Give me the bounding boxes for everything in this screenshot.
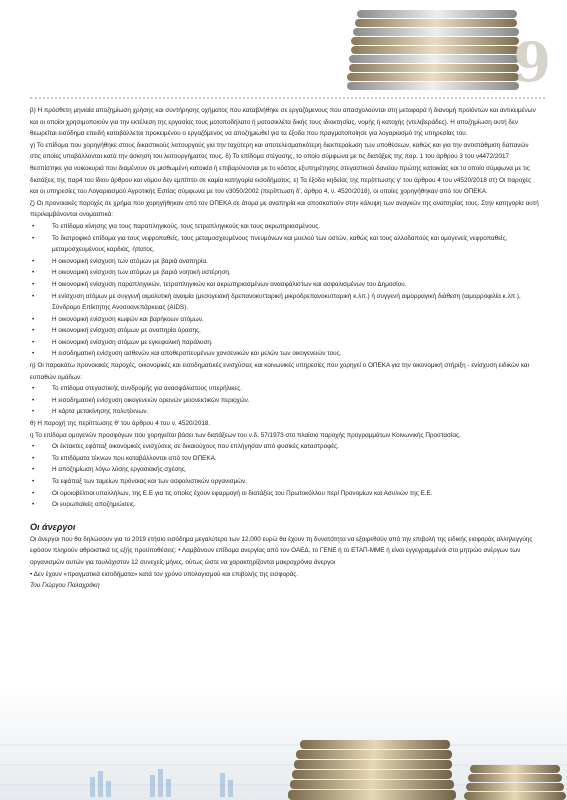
list-item: • Η οικονομική ενίσχυση παραπληγικών, τετραπληγικών και ακρωτηριασμένων ανασφάλιστων και ασφαλισμένων του Δημοσίου. [30, 279, 540, 291]
list-item: • Το επίδομα στεγαστικής συνδρομής για ανασφάλιστους υπερήλικες. [30, 383, 540, 395]
list-item: • Το επίδομα κίνησης για τους παραπληγικούς, τους τετραπληγικούς και τους ακρωτηριασμένους. [30, 221, 540, 233]
list-item: • Οι ευρωπαϊκές αποζημιώσεις. [30, 499, 540, 511]
paragraph-i: ι) Το επίδομα ομογενών προσφύγων που χορηγείται βάσει των διατάξεων του ν.δ. 57/1973 στο πλαίσιο παροχής προγραμμάτων Κοινωνικής Προστασίας. [30, 431, 461, 439]
paragraph-theta: θ) Η παροχή της περίπτωσης θ' του άρθρου 4 του ν. 4520/2018. [30, 420, 211, 428]
list-item: • Η αποζημίωση λόγω λύσης εργασιακής σχέσης. [30, 464, 540, 476]
list-item: • Η οικονομική ενίσχυση ατόμων με εγκεφαλική παράλυση. [30, 337, 540, 349]
paragraph-b: β) Η πρόσθετη μηνιαία αποζημίωση χρήσης και συντήρησης οχήματος που καταβλήθηκε σε εργαζόμενους που απασχολούνται στη μεταφορά ή διανομή προϊόντων και αντικειμένων και οι οποίοι χρησιμοποιούν για την εκτέλεση της εργασίας τους μοτοποδήλατο ή μοτοσικλέτα δικής τους ιδιοκτησίας, νομής ή κατοχής (ντελιβεράδες). Η αποζημίωση αυτή δεν θεωρείται εισόδημα επειδή καταβάλλεται προκειμένου ο εργαζόμενος να αποζημιωθεί για τα έξοδα που πραγματοποίησε για λογαριασμό της υπηρεσίας του. [30, 107, 536, 138]
list-item: • Τα εφάπαξ των ταμείων πρόνοιας και των ασφαλιστικών οργανισμών. [30, 476, 540, 488]
list-item: • Η οικονομική ενίσχυση κωφών και βαρήκοων ατόμων. [30, 314, 540, 326]
article-body [30, 105, 540, 592]
list-item: • Η οικονομική ενίσχυση των ατόμων με βαριά αναπηρία. [30, 256, 540, 268]
list-item: • Η ενίσχυση ατόμων με συγγενή αιμολυτική αναιμία (μεσογειακή δρεπανοκυτταρική μικροδρεπανοκυτταρική κ.λπ.) ή συγγενή αιμορραγική διάθεση (αιμορροφιλία κ.λπ.), Σύνδρομο Επίκτητης Ανοσοανεπάρκειας (AIDS). [30, 291, 540, 314]
paragraph-c: γ) Το επίδομα που χορηγήθηκε στους δικαστικούς λειτουργούς για την ταχύτερη και αποτελεσματικότερη διεκπεραίωση των υποθέσεων, καθώς και για την αντιστάθμιση δαπανών στις οποίες υποβάλλονται κατά την άσκηση του λειτουργήματος τους. δ) Το επίδομα στέγασης, το οποίο σύμφωνα με τις διατάξεις της παρ. 1 του άρθρου 3 του ν4472/2017 θεσπίστηκε για νοικοκυριά που διαμένουν σε μισθωμένη κατοικία ή επιβαρύνονται με το κόστος εξυπηρέτησης στεγαστικού δανείου πρώτης κατοικίας και το οποίο σύμφωνα με τις διατάξεις της παρ4 του ίδιου άρθρου και νόμου δεν εμπίπτει σε καμία κατηγορία εισοδήματος. ε) Τα έξοδα κηδείας της περίπτωσης γ' του άρθρου 4 του ν4520/2018 στ) Οι παροχές και οι υπηρεσίες του Λογαριασμού Αγροτικής Εστίας σύμφωνα με τον ν3050/2002 (περίπτωση δ', άρθρο 4, ν. 4520/2018), οι οποίες χορηγήθηκαν από τον ΟΠΕΚΑ. [30, 141, 532, 196]
section-heading: Οι άνεργοι [30, 521, 76, 532]
dotted-divider [30, 97, 545, 99]
list-item: • Η κάρτα μετακίνησης πολυτέκνων. [30, 406, 540, 418]
paragraph-unemployed: Οι άνεργοι που θα δηλώσουν για το 2019 ετήσιο εισόδημα μεγαλύτερο των 12.000 ευρώ θα έχουν τη δυνατότητα να εξαιρεθούν από την επιβολή της ειδικής εισφοράς αλληλεγγύης εφόσον πληρούν αθροιστικά τις εξής προϋποθέσεις: • Λαμβάνουν επίδομα ανεργίας από τον ΟΑΕΔ, το ΓΕΝΕ ή το ΕΤΑΠ-ΜΜΕ ή είναι εγγεγραμμένοι στο μητρώο ανέργων των οργανισμών αυτών για τουλάχιστον 12 συνεχείς μήνες, ούτως ώστε να χαρακτηρίζονται μακροχρόνια άνεργοι [30, 535, 533, 566]
list-item: • Η οικονομική ενίσχυση ατόμων με αναπηρία όρασης. [30, 325, 540, 337]
header-coins-image [0, 0, 567, 100]
paragraph-h: η) Οι παρακάτω προνοιακές παροχές, οικονομικές και εισοδηματικές ενισχύσεις και κοινωνικές υπηρεσίες που χορηγεί ο ΟΠΕΚΑ για την οικονομική στήριξη - ενίσχυση ειδικών και ευπαθών ομάδων: [30, 362, 530, 381]
paragraph-unemployed-2: • Δεν έχουν «πραγματικά εισοδήματα» κατά τον χρόνο υπολογισμού και επιβολής της εισφοράς. [30, 570, 299, 578]
coins-stack-image [317, 0, 537, 100]
list-item: • Οι ομοιοβέλτιοι υπαλλήλων, της Ε.Ε για τις οποίες έχουν εφαρμογή οι διατάξεις του Πρωτοκόλλου περί Προνομίων και Ασυλιών της Ε.Ε. [30, 488, 540, 500]
footer-coins-image [0, 685, 567, 800]
paragraph-z: ζ) Οι προνοιακές παροχές σε χρήμα που χορηγήθηκαν από τον ΟΠΕΚΑ σε άτομα με αναπηρία και αποσκοπούν στην κάλυψη των αναγκών της αναπηρίας τους. Στην κατηγορία αυτή περιλαμβάνονται ονομαστικά: [30, 199, 539, 219]
page-number: 9 [513, 30, 549, 94]
list-item: • Το διατροφικό επίδομα για τους νεφροπαθείς, τους μεταμοσχευμένους πνευμόνων και μυελού των οστών, καθώς και τους αλλοδαπούς και ομογενείς νεφροπαθείς, μεταμοσχευμένους καρδιάς, ήπατος. [30, 233, 540, 256]
list-item: • Οι έκτακτες εφάπαξ οικονομικές ενισχύσεις σε δικαιούχους που επλήγησαν από φυσικές καταστροφές. [30, 441, 540, 453]
footer-illustration [0, 685, 567, 800]
list-item: • Η οικονομική ενίσχυση των ατόμων με βαριά νοητική υστέρηση. [30, 267, 540, 279]
list-item: • Η εισοδηματική ενίσχυση οικογενειών ορεινών μειονεκτικών περιοχών. [30, 395, 540, 407]
author-byline: Του Γιώργου Παλαχράκη [30, 582, 100, 590]
list-item: • Τα επιδόματα τέκνων που καταβάλλονται από τον ΟΠΕΚΑ. [30, 453, 540, 465]
list-item: • Η εισοδηματική ενίσχυση ασθενών και αποθεραπευμένων χανσενικών και μελών των οικογενειών τους. [30, 348, 540, 360]
